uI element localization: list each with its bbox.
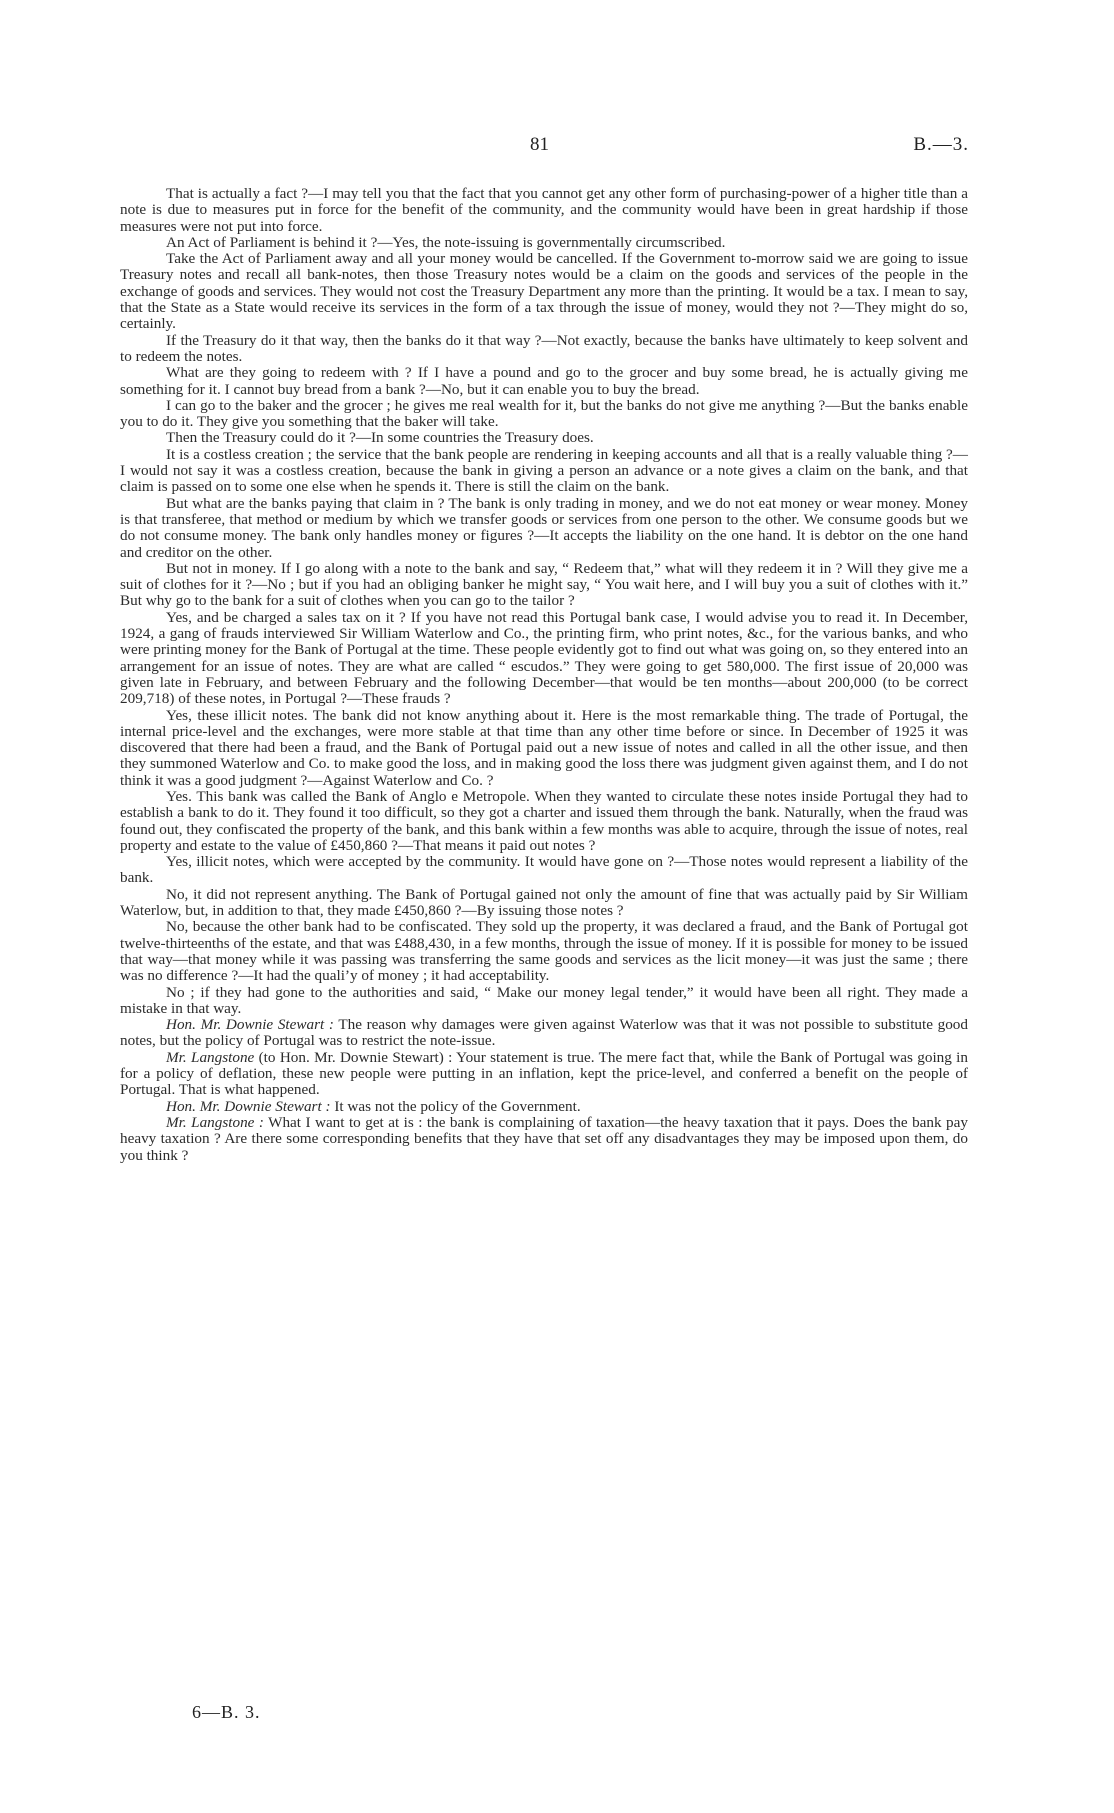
paragraph [120, 854, 968, 887]
paragraph-text: It was not the policy of the Government. [330, 1097, 581, 1115]
paragraph [120, 1115, 968, 1164]
paragraph [120, 447, 968, 496]
paragraph [120, 186, 968, 235]
paragraph-text: Take the Act of Parliament away and all your money would be cancelled. If the Government to-morrow said we are going to issue Treasury notes and recall all bank-notes, then those Treasury notes would be a claim on the goods and services of the people in the exchange of goods and services. They would not cost the Treasury Department any more than the printing. It would be a tax. I mean to say, that the State as a State would receive its services in the form of a tax through the issue of money, would they not ?—They might do so, certainly. [120, 250, 968, 333]
paragraph [120, 365, 968, 398]
paragraph [120, 919, 968, 984]
paragraph [120, 985, 968, 1018]
paragraph [120, 789, 968, 854]
paragraph [120, 333, 968, 366]
document-body [120, 186, 968, 1164]
footer-signature: 6—B. 3. [192, 1702, 261, 1722]
paragraph [120, 561, 968, 610]
paragraph-text: No ; if they had gone to the authorities and said, “ Make our money legal tender,” it would have been all right. They made a mistake in that way. [120, 983, 968, 1017]
paragraph [120, 1017, 968, 1050]
paragraph-text: (to Hon. Mr. Downie Stewart) : Your statement is true. The mere fact that, while the Bank of Portugal was going in for a policy of deflation, these new people were putting in an inflation, kept the price-level, and conferred a benefit on the people of Portugal. That is what happened. [120, 1048, 968, 1099]
paragraph-text: Yes, illicit notes, which were accepted by the community. It would have gone on ?—Those notes would represent a liability of the bank. [120, 853, 968, 887]
paragraph-text: An Act of Parliament is behind it ?—Yes, the note-issuing is governmentally circumscribed. [166, 233, 726, 251]
paragraph-text: But not in money. If I go along with a note to the bank and say, “ Redeem that,” what will they redeem it in ? Will they give me a suit of clothes for it ?—No ; but if you had an obliging banker he might say, “ You wait here, and I will buy you a suit of clothes with it.” But why go to the bank for a suit of clothes when you can go to the tailor ? [120, 559, 968, 610]
paragraph-text: I can go to the baker and the grocer ; he gives me real wealth for it, but the banks do not give me anything ?—But the banks enable you to do it. They give you something that the baker will take. [120, 396, 968, 431]
paragraph-text: It is a costless creation ; the service that the bank people are rendering in keeping accounts and all that is a really valuable thing ?—I would not say it was a costless creation, because the bank in giving a person an advance or a note gives a claim on the bank, and that claim is passed on to some one else when he spends it. There is still the claim on the bank. [120, 445, 968, 496]
paragraph-text: Yes, these illicit notes. The bank did not know anything about it. Here is the most remarkable thing. The trade of Portugal, the internal price-level and the exchanges, were more stable at that time than any other time before or since. In December of 1925 it was discovered that there had been a fraud, and the Bank of Portugal paid out a new issue of notes and called in all the other issue, and then they summoned Waterlow and Co. to make good the loss, and in making good the loss there was judgment given against them, and I do not think it was a good judgment ?—Against Waterlow and Co. ? [120, 706, 968, 789]
paragraph [120, 496, 968, 561]
paragraph-text: Then the Treasury could do it ?—In some countries the Treasury does. [166, 429, 594, 447]
paragraph-text: But what are the banks paying that claim in ? The bank is only trading in money, and we do not eat money or wear money. Money is that transferee, that method or medium by which we transfer goods or services from one person to the other. We consume goods but we do not consume money. The bank only handles money or figures ?—It accepts the liability on the one hand. It is debtor on the one hand and creditor on the other. [120, 494, 968, 561]
paragraph [120, 235, 968, 251]
paragraph [120, 887, 968, 920]
paragraph-text: Yes, and be charged a sales tax on it ? If you have not read this Portugal bank case, I would advise you to read it. In December, 1924, a gang of frauds interviewed Sir William Waterlow and Co., the printing firm, who print notes, &c., for the various banks, and who were printing money for the Bank of Portugal at the time. These people evidently got to find out what was going on, so they entered into an arrangement for an issue of notes. They are what are called “ escudos.” They were going to get 580,000. The first issue of 20,000 was given late in February, and between February and the following December—that would be ten months—about 200,000 (to be correct 209,718) of these notes, in Portugal ?—These frauds ? [120, 608, 968, 708]
paragraph-text: If the Treasury do it that way, then the banks do it that way ?—Not exactly, because the banks have ultimately to keep solvent and to redeem the notes. [120, 331, 968, 365]
paragraph-text: The reason why damages were given against Waterlow was that it was not possible to substitute good notes, but the policy of Portugal was to restrict the note-issue. [120, 1016, 968, 1050]
paragraph [120, 251, 968, 332]
paragraph [120, 430, 968, 446]
paragraph [120, 708, 968, 789]
speaker-name: Hon. Mr. Downie Stewart : [166, 1097, 331, 1115]
speaker-name: Mr. Langstone : [166, 1113, 264, 1131]
paragraph-text: That is actually a fact ?—I may tell you that the fact that you cannot get any other form of purchasing-power of a higher title than a note is due to measures put in force for the benefit of the community, and the community would have been in great hardship if those measures were not put into force. [120, 185, 968, 235]
speaker-name: Mr. Langstone [166, 1048, 255, 1066]
paragraph-text: What I want to get at is : the bank is complaining of taxation—the heavy taxation that it pays. Does the bank pay heavy taxation ? Are there some corresponding benefits that they have that set off any disadvantages they may be imposed upon them, do you think ? [120, 1113, 968, 1164]
document-code: B.—3. [913, 134, 969, 155]
paragraph [120, 398, 968, 431]
paragraph [120, 1050, 968, 1099]
paragraph [120, 610, 968, 708]
page-number: 81 [530, 134, 549, 155]
paragraph-text: Yes. This bank was called the Bank of Anglo e Metropole. When they wanted to circulate these notes inside Portugal they had to establish a bank to do it. They found it too difficult, so they got a charter and issued them through the bank. Naturally, when the fraud was found out, they confiscated the property of the bank, and this bank within a few months was able to acquire, through the issue of notes, real property and estate to the value of £450,860 ?—That means it paid out notes ? [120, 787, 968, 854]
speaker-name: Hon. Mr. Downie Stewart : [166, 1016, 334, 1034]
paragraph [120, 1099, 968, 1115]
paragraph-text: What are they going to redeem with ? If I have a pound and go to the grocer and buy some bread, he is actually giving me something for it. I cannot buy bread from a bank ?—No, but it can enable you to buy the bread. [120, 364, 968, 398]
paragraph-text: No, it did not represent anything. The Bank of Portugal gained not only the amount of fine that was actually paid by Sir William Waterlow, but, in addition to that, they made £450,860 ?—By issuing those notes ? [120, 885, 968, 920]
paragraph-text: No, because the other bank had to be confiscated. They sold up the property, it was declared a fraud, and the Bank of Portugal got twelve-thirteenths of the estate, and that was £488,430, in a few months, through the issue of money. If it is possible for money to be issued that way—that money while it was passing was transferring the same goods and services as the licit money—it was just the same ; there was no difference ?—It had the quali’y of money ; it had acceptability. [120, 918, 968, 985]
